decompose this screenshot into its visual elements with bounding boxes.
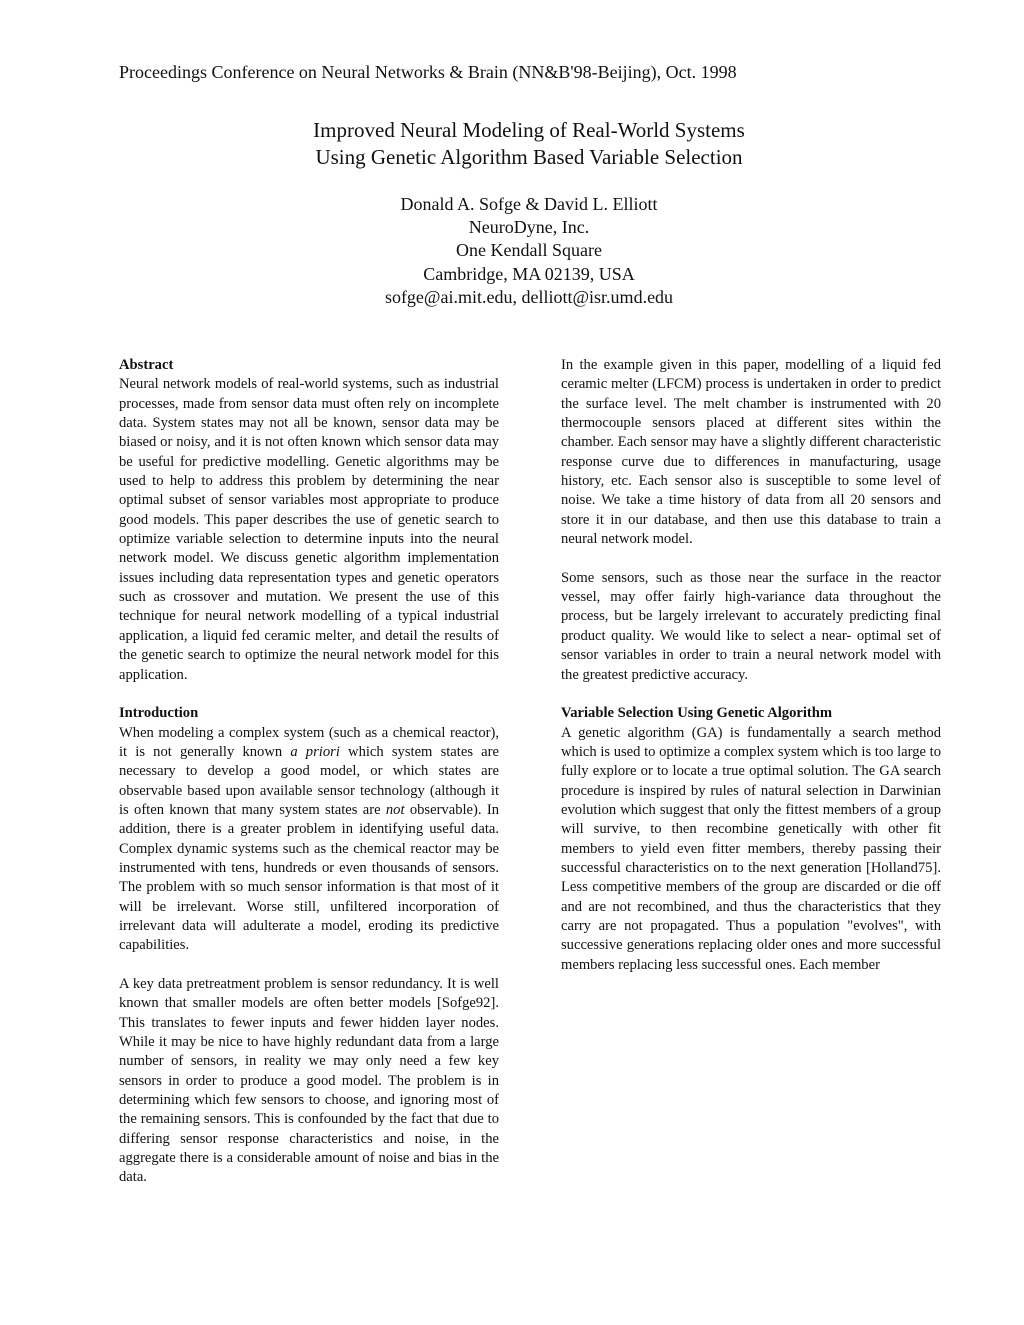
author-address-line-1: One Kendall Square [456, 240, 602, 261]
paper-title [0, 117, 1024, 171]
intro-p1-emphasis-a-priori: a priori [290, 743, 340, 760]
variable-selection-paragraph-1: A genetic algorithm (GA) is fundamentally a search method which is used to optimize a complex system which is too large to fully explore or to locate a true optimal solution. The GA search procedure is inspired by rules of natural selection in Darwinian evolution which suggest that only the fittest members of a group will survive, to then recombine genetically with other fit members to yield even fitter members, thereby passing their successful characteristics on to the next generation [Holland75]. Less competitive members of the group are discarded or die off and are not recombined, and thus the characteristics that they carry are not propagated. Thus a population "evolves", with successive generations replacing older ones and more successful members replacing less successful ones. Each member [561, 724, 941, 973]
right-column [561, 356, 941, 975]
author-emails: sofge@ai.mit.edu, delliott@isr.umd.edu [384, 286, 674, 307]
introduction-paragraph-3: In the example given in this paper, modelling of a liquid fed ceramic melter (LFCM) process is undertaken in order to predict the surface level. The melt chamber is instrumented with 20 thermocouple sensors placed at different sites within the chamber. Each sensor may have a slightly different characteristic response curve due to differences in manufacturing, usage history, etc. Each sensor also is susceptible to some level of noise. We take a time history of data from all 20 sensors and store it in our database, and then use this database to train a neural network model. [561, 357, 941, 548]
introduction-heading: Introduction [119, 705, 199, 722]
abstract-heading: Abstract [119, 357, 174, 373]
author-block [0, 193, 1024, 309]
author-address-line-2: Cambridge, MA 02139, USA [423, 263, 635, 284]
running-head: Proceedings Conference on Neural Networks & Brain (NN&B'98-Beijing), Oct. 1998 [119, 62, 737, 82]
intro-p1-text-c: observable). In addition, there is a greater problem in identifying useful data. Complex dynamic systems such as the chemical reactor may be instrumented with tens, hundreds or even thousands of sensors. The problem with so much sensor information is that most of it will be irrelevant. Worse still, unfiltered incorporation of irrelevant data will adulterate a model, eroding its predictive capabilities. [119, 801, 499, 954]
abstract-text: Neural network models of real-world systems, such as industrial processes, made from sensor data must often rely on incomplete data. System states may not all be known, sensor data may be biased or noisy, and it is not often known which sensor data may be useful for predictive modelling. Genetic algorithms may be used to help to address this problem by determining the near optimal subset of sensor variables most appropriate to produce good models. This paper describes the use of genetic search to optimize variable selection to determine inputs into the neural network model. We discuss genetic algorithm implementation issues including data representation types and genetic operators such as crossover and mutation. We present the use of this technique for neural network modelling of a typical industrial application, a liquid fed ceramic melter, and detail the results of the genetic search to optimize the neural network model for this application. [119, 376, 499, 683]
title-line-1: Improved Neural Modeling of Real-World Systems [313, 118, 745, 142]
introduction-paragraph-2: A key data pretreatment problem is sensor redundancy. It is well known that smaller models are often better models [Sofge92]. This translates to fewer inputs and fewer hidden layer nodes. While it may be nice to have highly redundant data from a large number of sensors, in reality we may only need a few key sensors in order to produce a good model. The problem is in determining which few sensors to choose, and ignoring most of the remaining sensors. This is confounded by the fact that due to differing sensor response characteristics and noise, in the aggregate there is a considerable amount of noise and bias in the data. [119, 976, 499, 1186]
variable-selection-heading: Variable Selection Using Genetic Algorithm [561, 705, 833, 722]
left-column [119, 356, 499, 1188]
introduction-paragraph-1 [119, 724, 499, 956]
title-line-2: Using Genetic Algorithm Based Variable Selection [315, 145, 743, 169]
introduction-paragraph-4: Some sensors, such as those near the surface in the reactor vessel, may offer fairly high-variance data throughout the process, but be largely irrelevant to accurately predicting final product quality. We would like to select a near- optimal set of sensor variables in order to train a neural network model with the greatest predictive accuracy. [561, 569, 941, 683]
intro-p1-emphasis-not: not [385, 801, 405, 818]
intro-p1-text-b: which system states are necessary to develop a good model, or which states are observable based upon available sensor technology (although it is often known that many system states are [119, 743, 499, 818]
intro-p1-text-a: When modeling a complex system (such as a chemical reactor), it is not generally known [119, 724, 499, 760]
author-names: Donald A. Sofge & David L. Elliott [400, 194, 658, 214]
author-affiliation: NeuroDyne, Inc. [468, 217, 590, 238]
